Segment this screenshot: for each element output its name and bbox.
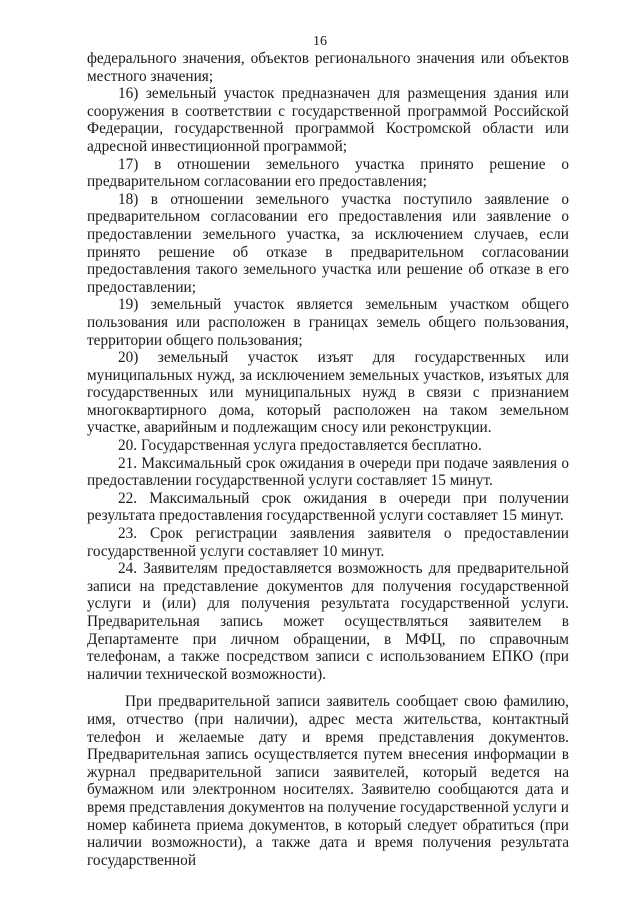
- paragraph: 19) земельный участок является земельным участком общего пользования или расположен в границах земель общего пользования, территории общего пользования;: [87, 296, 569, 349]
- page-number: 16: [313, 34, 327, 49]
- paragraph: 17) в отношении земельного участка принято решение о предварительном согласовании его предоставления;: [87, 155, 569, 191]
- document-body: [87, 50, 569, 869]
- paragraph: 16) земельный участок предназначен для размещения здания или сооружения в соответствии с государственной программой Российской Федерации, государственной программой Костромской области или адресной инвестиционной программой;: [87, 85, 569, 155]
- paragraph: 18) в отношении земельного участка поступило заявление о предварительном согласовании его предоставления или заявление о предоставлении земельного участка, за исключением случаев, если принято решение об отказе в предварительном согласовании предоставления такого земельного участка или решение об отказе в его предоставлении;: [87, 190, 569, 296]
- paragraph: 22. Максимальный срок ожидания в очереди при получении результата предоставления государственной услуги составляет 15 минут.: [87, 489, 569, 525]
- paragraph: федерального значения, объектов регионального значения или объектов местного значения;: [87, 50, 569, 85]
- paragraph: 20) земельный участок изъят для государственных или муниципальных нужд, за исключением земельных участков, изъятых для государственных или муниципальных нужд в связи с признанием многоквартирного дома, который расположен на таком земельном участке, аварийным и подлежащим сносу или реконструкции.: [87, 349, 569, 437]
- paragraph: 20. Государственная услуга предоставляется бесплатно.: [118, 437, 482, 455]
- paragraph: 21. Максимальный срок ожидания в очереди при подаче заявления о предоставлении государственной услуги составляет 15 минут.: [87, 454, 569, 490]
- paragraph: 23. Срок регистрации заявления заявителя о предоставлении государственной услуги составляет 10 минут.: [87, 525, 569, 560]
- paragraph: 24. Заявителям предоставляется возможность для предварительной записи на представление документов для получения государственной услуги и (или) для получения результата государственной услуги. Предварительная запись может осуществляться заявителем в Департаменте при личном обращении, в МФЦ, по справочным телефонам, а также посредством записи с использованием ЕПКО (при наличии технической возможности).: [87, 560, 569, 683]
- paragraph: При предварительной записи заявитель сообщает свою фамилию, имя, отчество (при наличии), адрес места жительства, контактный телефон и желаемые дату и время представления документов. Предварительная запись осуществляется путем внесения информации в журнал предварительной записи заявителей, который ведется на бумажном или электронном носителях. Заявителю сообщаются дата и время представления документов на получение государственной услуги и номер кабинета приема документов, в который следует обратиться (при наличии возможности), а также дата и время получения результата государственной: [87, 693, 569, 869]
